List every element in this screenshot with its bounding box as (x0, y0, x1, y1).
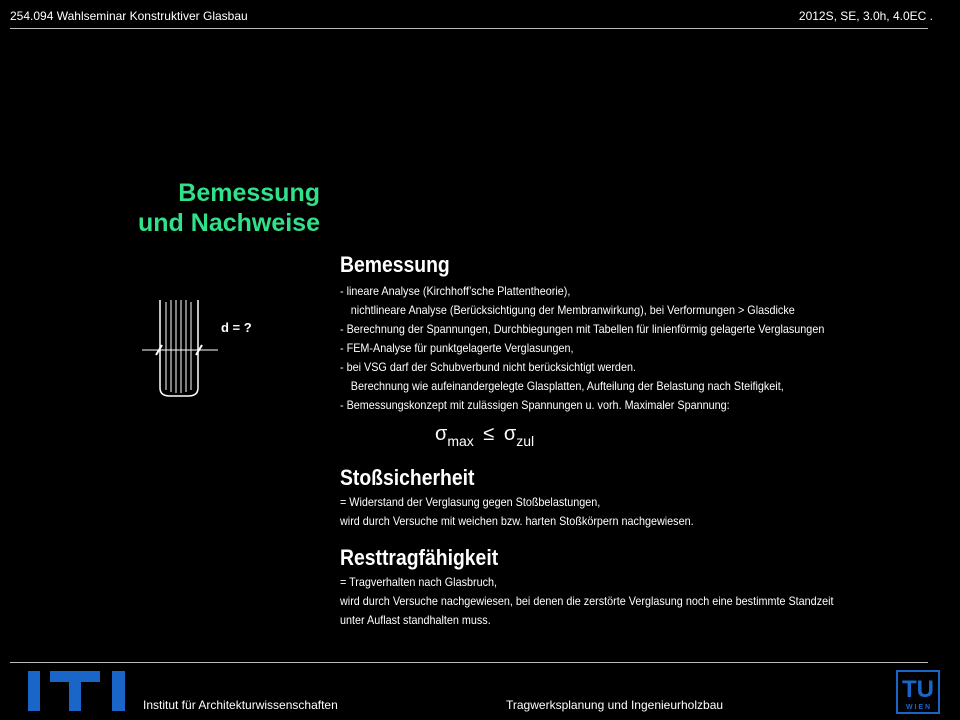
header-course-info: 2012S, SE, 3.0h, 4.0EC . (798, 9, 933, 23)
slide-title-line2: und Nachweise (138, 209, 320, 237)
tu-logo-text: TU (902, 676, 934, 703)
thickness-label: d = ? (221, 320, 252, 335)
subscript-max: max (447, 433, 474, 449)
subscript-zul: zul (516, 433, 535, 449)
header-course-title: 254.094 Wahlseminar Konstruktiver Glasbau (10, 9, 248, 23)
header-divider (10, 28, 928, 29)
sigma-symbol: σ (435, 423, 448, 445)
bemessung-heading: Bemessung (340, 252, 450, 277)
slide-title-line1: Bemessung (178, 179, 320, 207)
bemessung-line: - Berechnung der Spannungen, Durchbiegungen mit Tabellen für linienförmig gelagerte Verglasungen (340, 322, 825, 336)
bemessung-line: - Bemessungskonzept mit zulässigen Spannungen u. vorh. Maximaler Spannung: (340, 398, 730, 412)
footer-department: Tragwerksplanung und Ingenieurholzbau (506, 698, 724, 712)
rest-line: wird durch Versuche nachgewiesen, bei denen die zerstörte Verglasung noch eine bestimmte Standzeit (340, 594, 834, 608)
tu-logo-wien: W I E N (905, 704, 931, 711)
bemessung-line: - bei VSG darf der Schubverbund nicht berücksichtigt werden. (340, 360, 636, 374)
stoss-line: = Widerstand der Verglasung gegen Stoßbelastungen, (340, 495, 601, 509)
sigma-symbol: σ (503, 423, 517, 445)
stress-formula (435, 423, 950, 463)
glass-cross-section-diagram (130, 290, 220, 402)
less-equal-symbol: ≤ (483, 423, 495, 445)
footer-institute: Institut für Architekturwissenschaften (143, 698, 338, 712)
bemessung-line: nichtlineare Analyse (Berücksichtigung der Membranwirkung), bei Verformungen > Glasdicke (350, 303, 795, 317)
rest-line: unter Auflast standhalten muss. (340, 613, 491, 627)
iti-logo (28, 671, 126, 711)
footer-divider (10, 662, 928, 663)
bemessung-line: Berechnung wie aufeinandergelegte Glasplatten, Aufteilung der Belastung nach Steifigkeit, (350, 379, 784, 393)
rest-heading: Resttragfähigkeit (340, 545, 499, 570)
bemessung-line: - lineare Analyse (Kirchhoff’sche Plattentheorie), (340, 284, 571, 298)
tu-wien-logo (896, 670, 940, 714)
stoss-heading: Stoßsicherheit (340, 465, 475, 490)
slide-title (138, 178, 320, 238)
bemessung-line: - FEM-Analyse für punktgelagerte Verglasungen, (340, 341, 574, 355)
stoss-line: wird durch Versuche mit weichen bzw. harten Stoßkörpern nachgewiesen. (340, 514, 694, 528)
content-area (340, 252, 950, 630)
rest-line: = Tragverhalten nach Glasbruch, (340, 575, 497, 589)
